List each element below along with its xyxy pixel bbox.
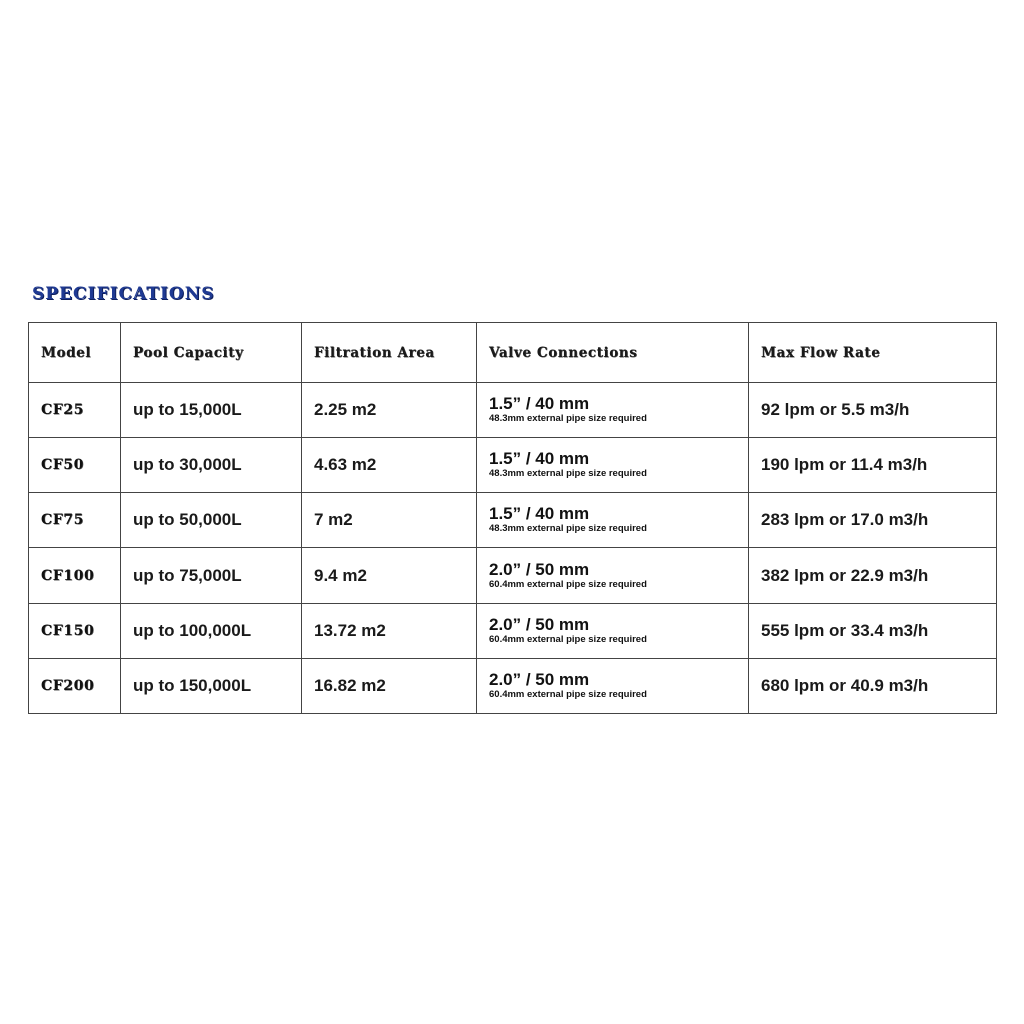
cell-pool-capacity: up to 100,000L [121,603,302,658]
cell-valve-connections [477,548,749,603]
cell-filtration-area: 13.72 m2 [302,603,477,658]
cell-pool-capacity: up to 30,000L [121,438,302,493]
specifications-table [28,322,997,714]
table-header-row [29,323,997,383]
valve-note: 60.4mm external pipe size required [489,633,647,645]
cell-max-flow-rate: 190 lpm or 11.4 m3/h [749,438,997,493]
valve-size: 2.0” / 50 mm [489,614,590,634]
valve-note: 48.3mm external pipe size required [489,413,647,425]
table-row [29,603,997,658]
valve-note: 48.3mm external pipe size required [489,523,647,535]
valve-size: 2.0” / 50 mm [489,669,590,689]
cell-valve-connections [477,383,749,438]
cell-model: CF75 [29,493,121,548]
table-row [29,548,997,603]
cell-pool-capacity: up to 15,000L [121,383,302,438]
valve-size: 2.0” / 50 mm [489,559,590,579]
valve-note: 48.3mm external pipe size required [489,468,647,480]
cell-valve-connections [477,658,749,713]
cell-filtration-area: 4.63 m2 [302,438,477,493]
cell-pool-capacity: up to 150,000L [121,658,302,713]
cell-max-flow-rate: 555 lpm or 33.4 m3/h [749,603,997,658]
header-valve-connections: Valve Connections [477,323,749,383]
table-row [29,658,997,713]
cell-max-flow-rate: 680 lpm or 40.9 m3/h [749,658,997,713]
cell-pool-capacity: up to 75,000L [121,548,302,603]
cell-valve-connections [477,493,749,548]
cell-filtration-area: 7 m2 [302,493,477,548]
cell-max-flow-rate: 92 lpm or 5.5 m3/h [749,383,997,438]
cell-max-flow-rate: 283 lpm or 17.0 m3/h [749,493,997,548]
cell-valve-connections [477,438,749,493]
valve-size: 1.5” / 40 mm [489,449,590,469]
cell-model: CF25 [29,383,121,438]
cell-filtration-area: 2.25 m2 [302,383,477,438]
cell-filtration-area: 9.4 m2 [302,548,477,603]
cell-model: CF50 [29,438,121,493]
specifications-title: SPECIFICATIONS [32,284,215,304]
valve-size: 1.5” / 40 mm [489,504,590,524]
cell-model: CF100 [29,548,121,603]
header-model: Model [29,323,121,383]
cell-filtration-area: 16.82 m2 [302,658,477,713]
valve-note: 60.4mm external pipe size required [489,688,647,700]
header-filtration-area: Filtration Area [302,323,477,383]
header-max-flow-rate: Max Flow Rate [749,323,997,383]
table-row [29,493,997,548]
cell-model: CF200 [29,658,121,713]
valve-size: 1.5” / 40 mm [489,394,590,414]
cell-pool-capacity: up to 50,000L [121,493,302,548]
cell-model: CF150 [29,603,121,658]
valve-note: 60.4mm external pipe size required [489,578,647,590]
cell-max-flow-rate: 382 lpm or 22.9 m3/h [749,548,997,603]
header-pool-capacity: Pool Capacity [121,323,302,383]
table-row [29,383,997,438]
table-row [29,438,997,493]
cell-valve-connections [477,603,749,658]
